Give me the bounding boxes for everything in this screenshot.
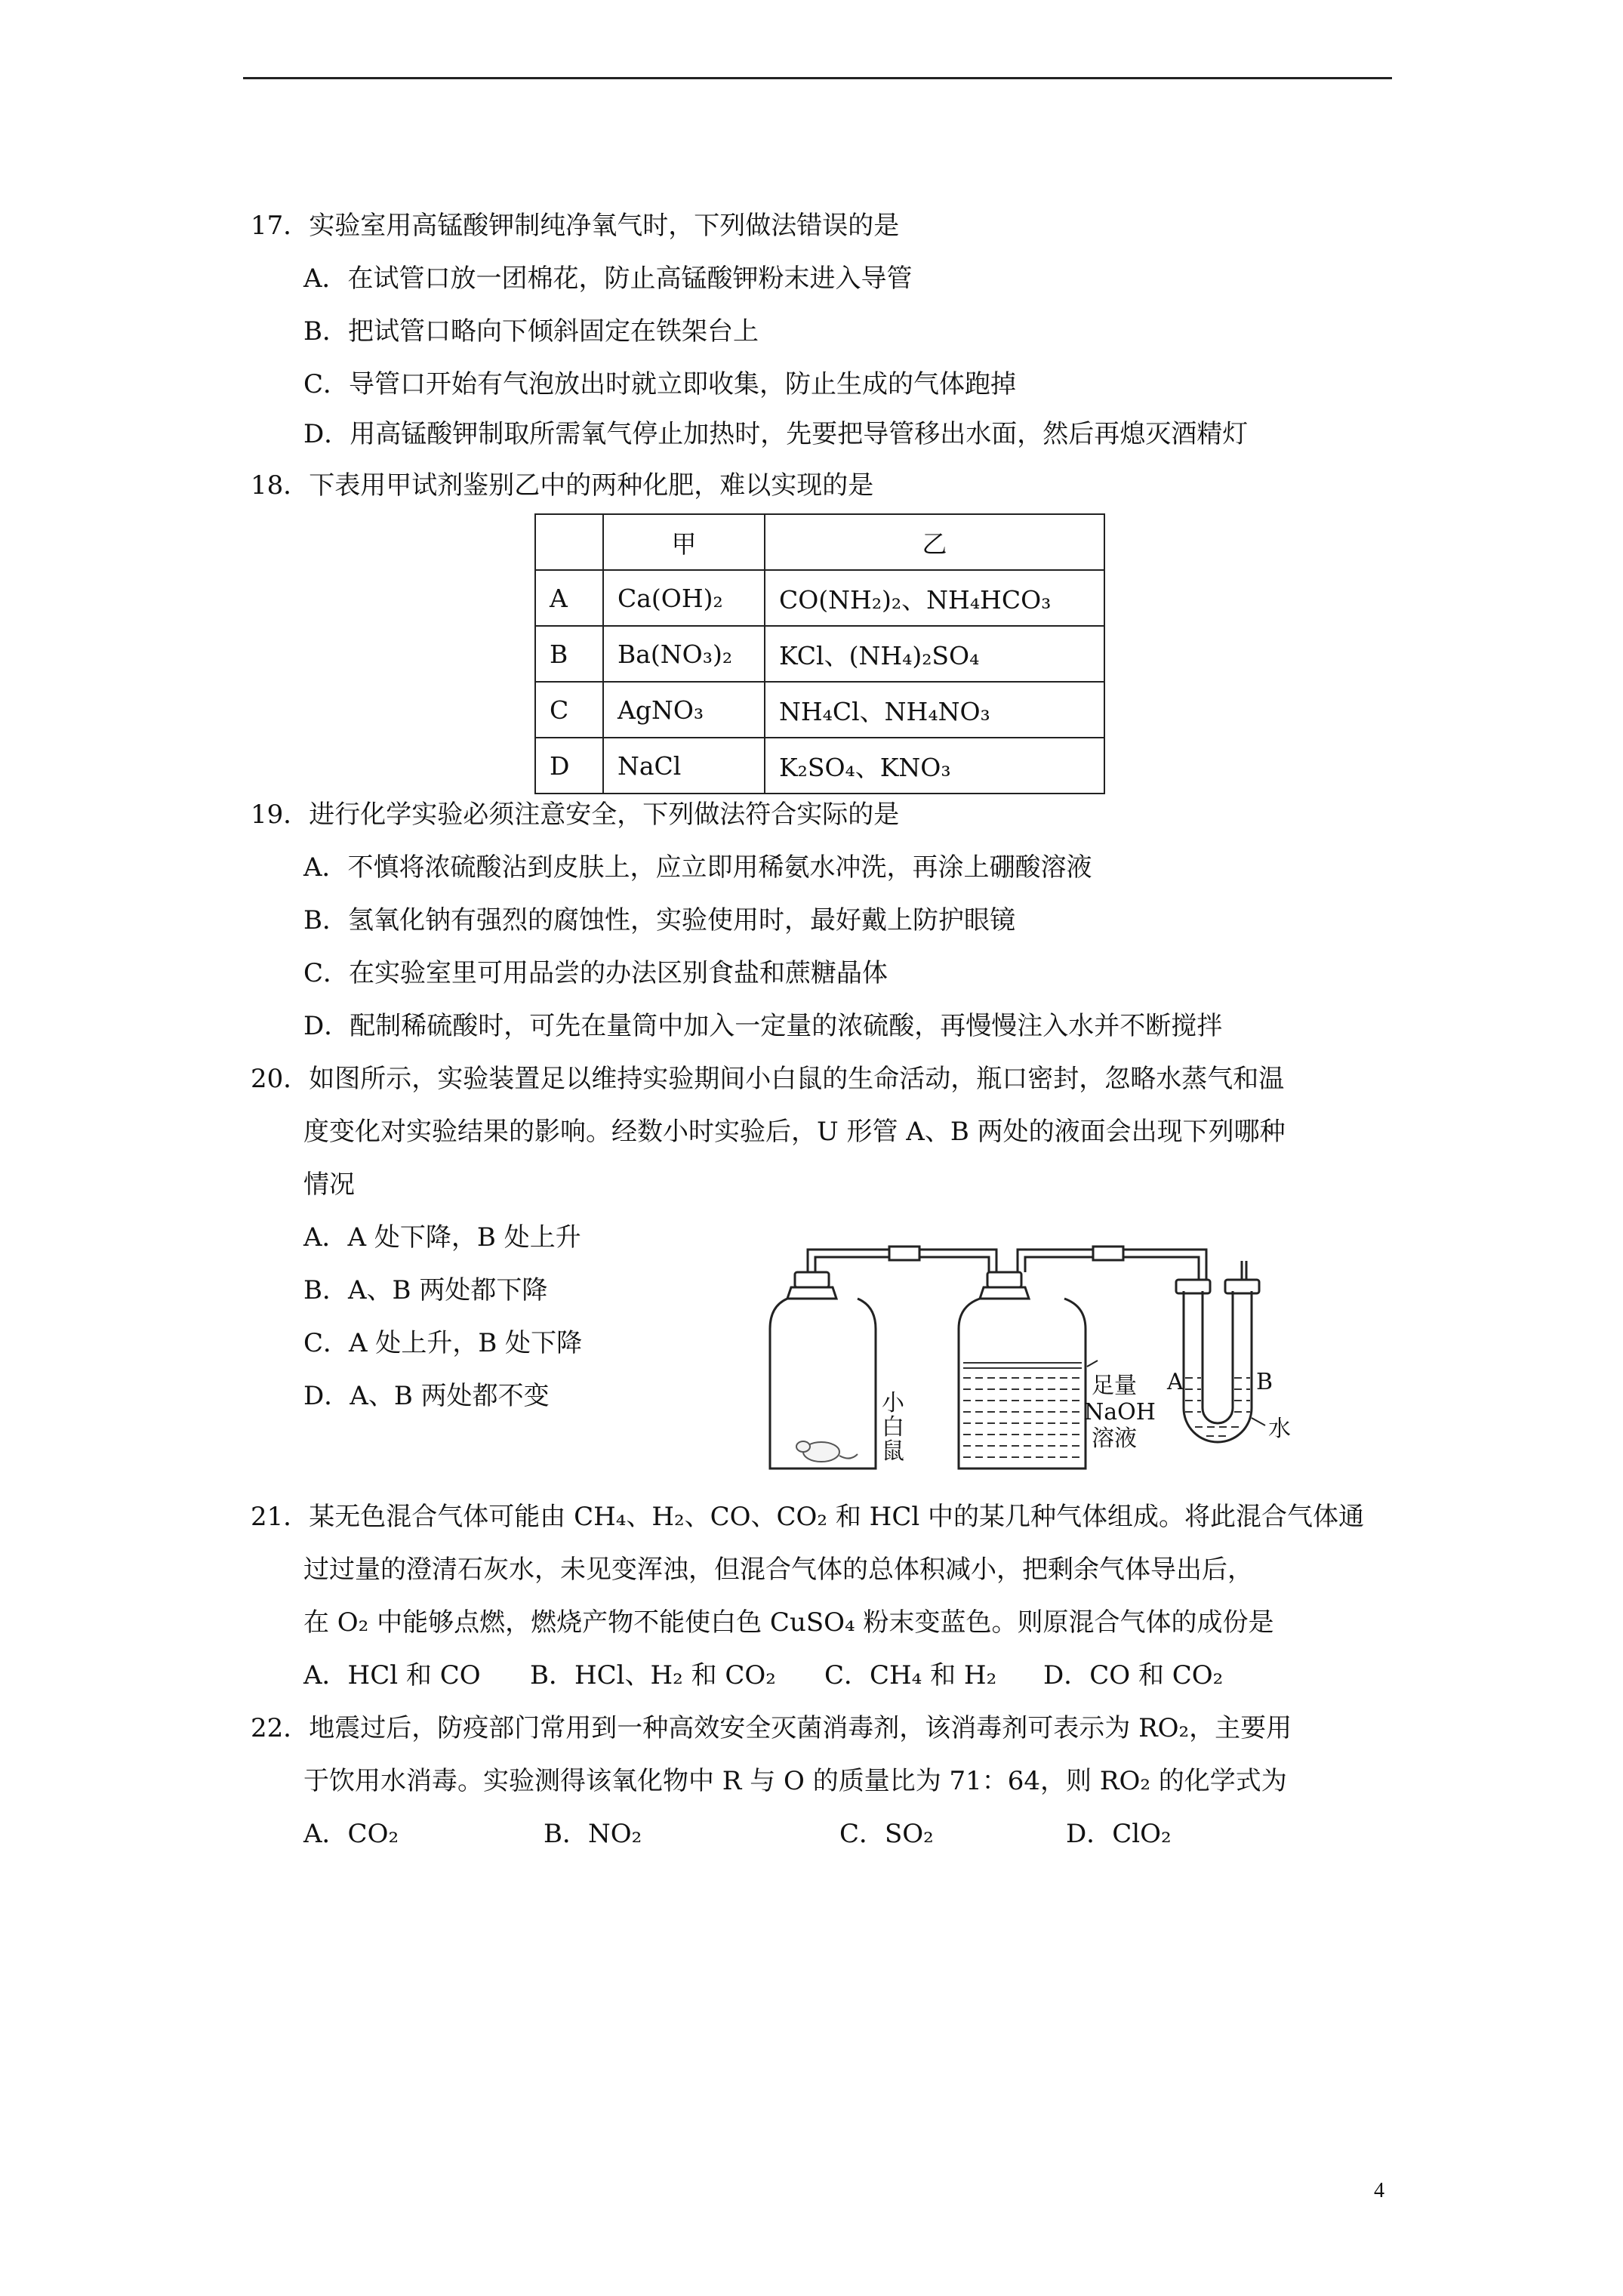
mouse-label: 白	[882, 1414, 904, 1441]
table-header-cell: 乙	[765, 514, 1104, 570]
reagent-cell: Ba(NO₃)₂	[603, 626, 765, 682]
solution-label: NaOH	[1084, 1399, 1156, 1425]
q20-stem-line: 20．如图所示，实验装置足以维持实验期间小白鼠的生命活动，瓶口密封，忽略水蒸气和温	[251, 1064, 1285, 1094]
header-rule	[243, 77, 1392, 79]
q20-option-a: A．A 处下降，B 处上升	[303, 1222, 581, 1253]
fertilizer-cell: KCl、(NH₄)₂SO₄	[765, 626, 1104, 682]
q22-option-c: C．SO₂	[839, 1819, 934, 1849]
q22-stem-line: 于饮用水消毒。实验测得该氧化物中 R 与 O 的质量比为 71：64，则 RO₂ 的化学式为	[303, 1766, 1287, 1796]
q20-option-c: C．A 处上升，B 处下降	[303, 1328, 583, 1358]
q19-option-c: C．在实验室里可用品尝的办法区别食盐和蔗糖晶体	[303, 958, 888, 988]
q17-option-d: D．用高锰酸钾制取所需氧气停止加热时，先要把导管移出水面，然后再熄灭酒精灯	[303, 419, 1249, 449]
table-row	[535, 682, 1104, 738]
point-b-label: B	[1256, 1369, 1273, 1395]
mouse-label: 小	[882, 1390, 904, 1416]
fertilizer-cell: K₂SO₄、KNO₃	[765, 738, 1104, 794]
table-header-cell: 甲	[603, 514, 765, 570]
reagent-cell: AgNO₃	[603, 682, 765, 738]
row-label: D	[535, 738, 603, 794]
table-row	[535, 626, 1104, 682]
q21-stem-line: 过过量的澄清石灰水，未见变浑浊，但混合气体的总体积减小，把剩余气体导出后，	[303, 1555, 1253, 1585]
q19-stem: 19．进行化学实验必须注意安全，下列做法符合实际的是	[251, 800, 900, 830]
fertilizer-cell: CO(NH₂)₂、NH₄HCO₃	[765, 570, 1104, 626]
reagent-table	[534, 513, 1105, 794]
q17-option-b: B．把试管口略向下倾斜固定在铁架台上	[303, 316, 759, 347]
row-label: C	[535, 682, 603, 738]
q22-option-b: B．NO₂	[544, 1819, 642, 1849]
mouse-label: 鼠	[882, 1438, 904, 1465]
q21-option-c: C．CH₄ 和 H₂	[824, 1660, 997, 1690]
point-a-label: A	[1167, 1369, 1184, 1395]
apparatus-diagram	[761, 1238, 1350, 1480]
q21-option-a: A．HCl 和 CO	[303, 1660, 481, 1690]
q17-option-c: C．导管口开始有气泡放出时就立即收集，防止生成的气体跑掉	[303, 369, 1017, 399]
q21-option-b: B．HCl、H₂ 和 CO₂	[530, 1660, 776, 1690]
table-row	[535, 738, 1104, 794]
q17-stem: 17．实验室用高锰酸钾制纯净氧气时，下列做法错误的是	[251, 211, 900, 241]
q17-option-a: A．在试管口放一团棉花，防止高锰酸钾粉末进入导管	[303, 264, 913, 294]
table-row	[535, 570, 1104, 626]
q19-option-a: A．不慎将浓硫酸沾到皮肤上，应立即用稀氨水冲洗，再涂上硼酸溶液	[303, 852, 1092, 883]
page-number: 4	[1374, 2179, 1384, 2202]
q20-option-b: B．A、B 两处都下降	[303, 1275, 548, 1305]
mouse-icon	[796, 1441, 858, 1462]
q22-option-d: D．ClO₂	[1066, 1819, 1172, 1849]
row-label: B	[535, 626, 603, 682]
q21-stem-line: 21．某无色混合气体可能由 CH₄、H₂、CO、CO₂ 和 HCl 中的某几种气体组成。将此混合气体通	[251, 1502, 1365, 1532]
row-label: A	[535, 570, 603, 626]
reagent-cell: NaCl	[603, 738, 765, 794]
q20-stem-line: 度变化对实验结果的影响。经数小时实验后，U 形管 A、B 两处的液面会出现下列哪种	[303, 1117, 1286, 1147]
q19-option-b: B．氢氧化钠有强烈的腐蚀性，实验使用时，最好戴上防护眼镜	[303, 905, 1015, 935]
water-label: 水	[1268, 1416, 1291, 1442]
q21-stem-line: 在 O₂ 中能够点燃，燃烧产物不能使白色 CuSO₄ 粉末变蓝色。则原混合气体的成份是	[303, 1607, 1274, 1638]
solution-label: 足量	[1092, 1373, 1137, 1399]
q20-stem-line: 情况	[303, 1170, 355, 1200]
table-header-row	[535, 514, 1104, 570]
fertilizer-cell: NH₄Cl、NH₄NO₃	[765, 682, 1104, 738]
reagent-cell: Ca(OH)₂	[603, 570, 765, 626]
q22-option-a: A．CO₂	[303, 1819, 399, 1849]
table-header-cell	[535, 514, 603, 570]
q19-option-d: D．配制稀硫酸时，可先在量筒中加入一定量的浓硫酸，再慢慢注入水并不断搅拌	[303, 1011, 1223, 1041]
q21-option-d: D．CO 和 CO₂	[1043, 1660, 1224, 1690]
solution-label: 溶液	[1092, 1425, 1137, 1452]
q20-option-d: D．A、B 两处都不变	[303, 1381, 550, 1411]
q18-stem: 18．下表用甲试剂鉴别乙中的两种化肥，难以实现的是	[251, 470, 874, 501]
q22-stem-line: 22．地震过后，防疫部门常用到一种高效安全灭菌消毒剂，该消毒剂可表示为 RO₂，主要用	[251, 1713, 1292, 1743]
